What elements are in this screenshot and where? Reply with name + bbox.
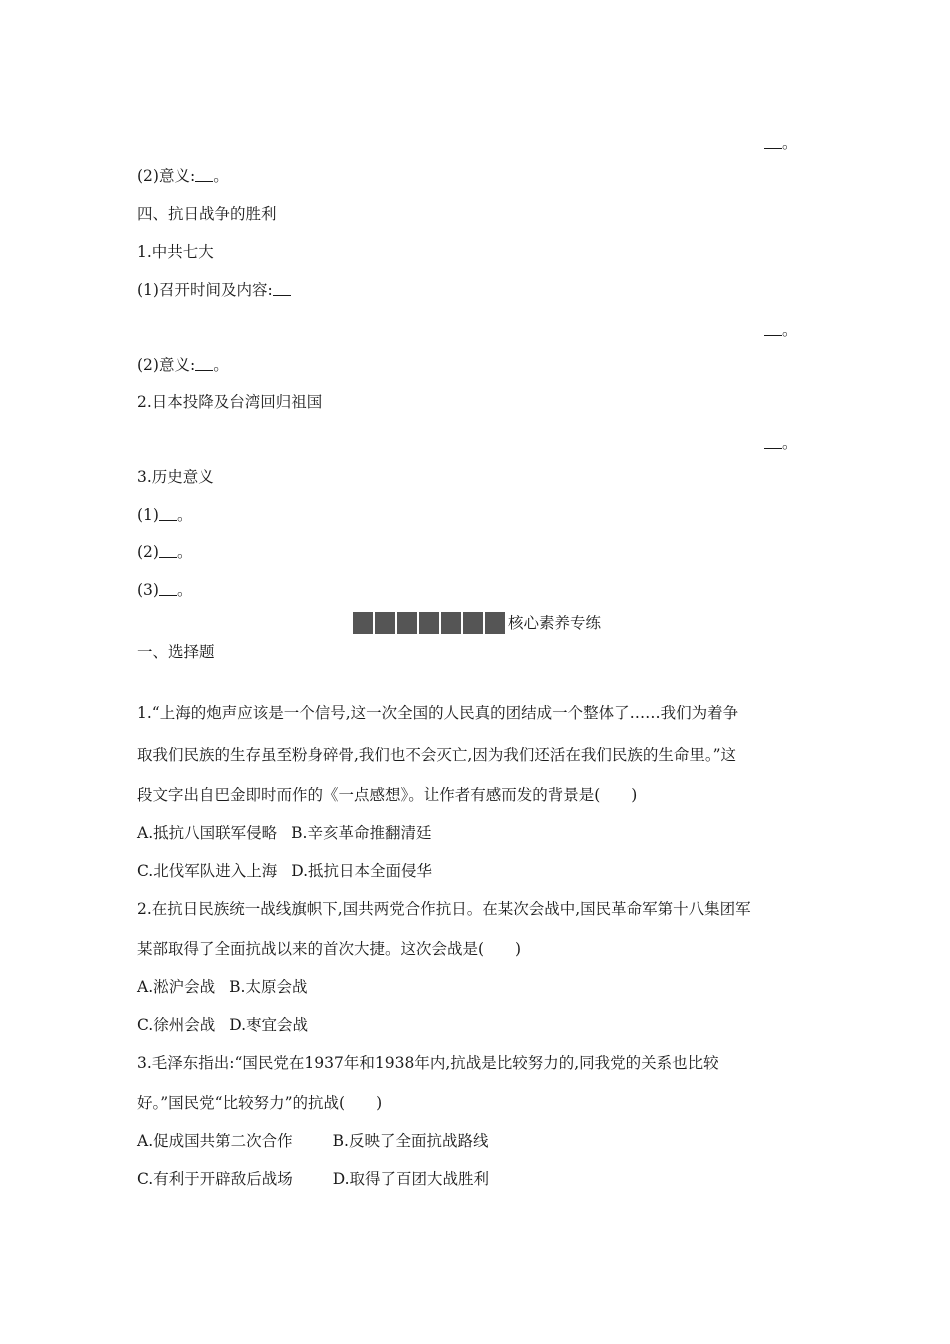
period: 。 — [176, 506, 193, 524]
option-a[interactable]: A.淞沪会战 — [137, 978, 216, 996]
period: 。 — [782, 134, 798, 152]
banner-block — [419, 612, 439, 634]
option-d[interactable]: D.抵抗日本全面侵华 — [291, 862, 433, 880]
question-item — [137, 505, 192, 525]
banner-block — [441, 612, 461, 634]
option-a[interactable]: A.抵抗八国联军侵略 — [137, 824, 278, 842]
question-item — [137, 542, 192, 562]
fill-blank — [159, 581, 177, 596]
period: 。 — [213, 356, 229, 374]
options-row — [137, 1169, 489, 1189]
blank-line-end — [764, 320, 798, 340]
fill-blank — [764, 134, 782, 149]
fill-blank — [159, 543, 177, 558]
question-text: 2.在抗日民族统一战线旗帜下,国共两党合作抗日。在某次会战中,国民革命军第十八集团军 — [137, 900, 751, 918]
question-item — [137, 580, 192, 600]
item-label: (1) — [137, 506, 159, 524]
banner-title: 核心素养专练 — [508, 614, 602, 632]
options-row — [137, 1131, 488, 1151]
fill-blank — [273, 281, 291, 296]
period: 。 — [213, 167, 229, 185]
period: 。 — [176, 581, 193, 599]
section-heading: 一、选择题 — [137, 643, 215, 661]
option-c[interactable]: C.北伐军队进入上海 — [137, 862, 278, 880]
item-title: 2.日本投降及台湾回归祖国 — [137, 393, 323, 411]
item-label: (2)意义: — [137, 356, 196, 374]
blank-line-end — [764, 133, 798, 153]
item-title: 3.历史意义 — [137, 468, 214, 486]
item-label: (1)召开时间及内容: — [137, 281, 273, 299]
banner-block — [485, 612, 505, 634]
fill-blank — [764, 434, 782, 449]
significance-item — [137, 166, 229, 186]
blank-line-end — [764, 433, 798, 453]
option-b[interactable]: B.太原会战 — [229, 978, 308, 996]
question-text: 段文字出自巴金即时而作的《一点感想》。让作者有感而发的背景是( ) — [137, 786, 638, 804]
item-label: (3) — [137, 581, 159, 599]
option-d[interactable]: D.取得了百团大战胜利 — [332, 1170, 490, 1188]
banner-block — [463, 612, 483, 634]
banner-block — [353, 612, 373, 634]
options-row — [137, 823, 431, 843]
item-label: (2) — [137, 543, 159, 561]
option-d[interactable]: D.枣宜会战 — [229, 1016, 309, 1034]
fill-blank — [195, 356, 213, 371]
option-b[interactable]: B.反映了全面抗战路线 — [332, 1132, 489, 1150]
question-item — [137, 280, 291, 300]
section-heading: 四、抗日战争的胜利 — [137, 205, 277, 223]
period: 。 — [176, 543, 193, 561]
option-c[interactable]: C.徐州会战 — [137, 1016, 216, 1034]
option-b[interactable]: B.辛亥革命推翻清廷 — [291, 824, 432, 842]
period: 。 — [782, 434, 798, 452]
options-row — [137, 861, 432, 881]
options-row — [137, 977, 307, 997]
question-text: 取我们民族的生存虽至粉身碎骨,我们也不会灭亡,因为我们还活在我们民族的生命里。”这 — [137, 746, 737, 764]
fill-blank — [195, 167, 213, 182]
item-label: (2)意义: — [137, 167, 196, 185]
question-text: 1.“上海的炮声应该是一个信号,这一次全国的人民真的团结成一个整体了……我们为着争 — [137, 704, 739, 722]
options-row — [137, 1015, 308, 1035]
fill-blank — [764, 321, 782, 336]
option-a[interactable]: A.促成国共第二次合作 — [137, 1132, 293, 1150]
question-text: 3.毛泽东指出:“国民党在1937年和1938年内,抗战是比较努力的,同我党的关系也比较 — [137, 1054, 719, 1072]
question-text: 好。”国民党“比较努力”的抗战( ) — [137, 1094, 383, 1112]
option-c[interactable]: C.有利于开辟敌后战场 — [137, 1170, 293, 1188]
question-item — [137, 355, 229, 375]
section-banner — [353, 612, 601, 634]
fill-blank — [159, 506, 177, 521]
question-text: 某部取得了全面抗战以来的首次大捷。这次会战是( ) — [137, 940, 522, 958]
period: 。 — [782, 321, 798, 339]
item-title: 1.中共七大 — [137, 243, 214, 261]
banner-block — [375, 612, 395, 634]
banner-block — [397, 612, 417, 634]
